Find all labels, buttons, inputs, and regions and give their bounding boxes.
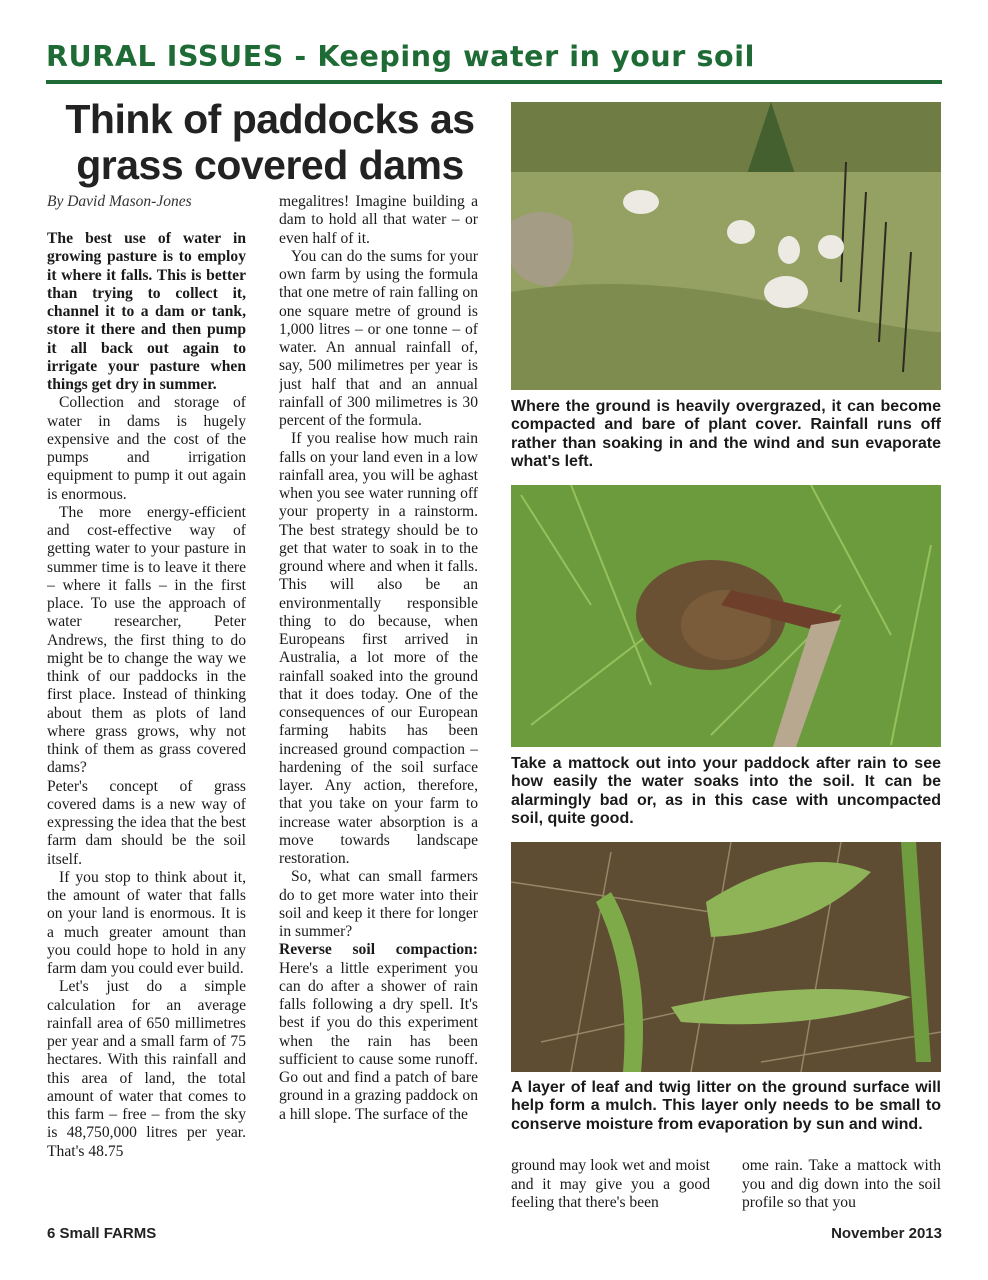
subheading: Reverse soil compaction:	[279, 941, 478, 959]
article-column-4	[742, 1157, 941, 1215]
photo1-caption: Where the ground is heavily overgrazed, it can become compacted and bare of plant cover. Rainfall runs off rather than soaking in and the wind and sun evaporate what's left.	[511, 398, 941, 470]
body-paragraph: Peter's concept of grass covered dams is a new way of expressing the idea that the best farm dam should be the soil itself.	[47, 777, 246, 868]
body-paragraph: You can do the sums for your own farm by using the formula that one metre of rain falling on one square metre of ground is 1,000 litres – or one tonne – of water. An annual rainfall of, say, 500 milimetres per year is just half that and an annual rainfall of 300 milimetres is 30 percent of the formula.	[279, 247, 478, 429]
body-paragraph: ground may look wet and moist and it may give you a good feeling that there's been	[511, 1157, 710, 1211]
photo-mattock-in-grass	[511, 485, 941, 747]
photo-leaf-litter	[511, 842, 941, 1072]
article-column-2	[279, 193, 478, 1216]
section-header: RURAL ISSUES - Keeping water in your soil	[46, 40, 755, 73]
subhead-body: Here's a little experiment you can do after a shower of rain falls following a dry spell. It's best if you do this experiment when the rain has been sufficient to cause some runoff. Go out and find a patch of bare ground in a grazing paddock on a hill slope. The surface of the	[279, 959, 478, 1123]
body-paragraph	[279, 941, 478, 1124]
body-paragraph: ome rain. Take a mattock with you and dig down into the soil profile so that you	[742, 1157, 941, 1211]
article-column-3	[511, 1157, 710, 1215]
footer-issue-date: November 2013	[831, 1225, 942, 1242]
body-paragraph: megalitres! Imagine building a dam to hold all that water – or even half of it.	[279, 193, 478, 247]
body-paragraph: The more energy-efficient and cost-effective way of getting water to your pasture in summer time is to leave it there – where it falls – in the first place. To use the approach of water researcher, Peter Andrews, the first thing to do might be to change the way we think of our paddocks in the first place. Instead of thinking about them as plots of land where grass grows, why not think of them as grass covered dams?	[47, 503, 246, 777]
header-rule	[46, 80, 942, 84]
byline: By David Mason-Jones	[47, 193, 192, 210]
article-headline: Think of paddocks as grass covered dams	[65, 96, 475, 188]
photo-alpacas-grazing	[511, 102, 941, 390]
body-paragraph: Collection and storage of water in dams is hugely expensive and the cost of the pumps and irrigation equipment to pump it out again is enormous.	[47, 394, 246, 503]
photo2-caption: Take a mattock out into your paddock after rain to see how easily the water soaks into the soil. It can be alarmingly bad or, as in this case with uncompacted soil, quite good.	[511, 755, 941, 827]
body-paragraph: Let's just do a simple calculation for an average rainfall area of 650 millimetres per year and a small farm of 75 hectares. With this rainfall and this area of land, the total amount of water that comes to this farm – free – from the sky is 48,750,000 litres per year. That's 48.75	[47, 978, 246, 1160]
footer-page-number: 6 Small FARMS	[47, 1225, 157, 1242]
photo3-caption: A layer of leaf and twig litter on the ground surface will help form a mulch. This layer only needs to be small to conserve moisture from evaporation by sun and wind.	[511, 1079, 941, 1133]
article-column-1	[47, 230, 246, 1216]
body-paragraph: So, what can small farmers do to get more water into their soil and keep it there for longer in summer?	[279, 868, 478, 940]
body-paragraph: If you realise how much rain falls on your land even in a low rainfall area, you will be aghast when you see water running off your property in a rainstorm. The best strategy should be to get that water to soak in to the ground where and when it falls. This will also be an environmentally responsible thing to do because, when Europeans first arrived in Australia, a lot more of the rainfall soaked into the ground that it does today. One of the consequences of our European farming habits has been increased ground compaction – hardening of the soil surface layer. Any action, therefore, that you take on your farm to increase water absorption is a move towards landscape restoration.	[279, 430, 478, 867]
body-paragraph: If you stop to think about it, the amount of water that falls on your land is enormous. It is a much greater amount than you could hope to hold in any farm dam you could ever build.	[47, 868, 246, 977]
lede-paragraph: The best use of water in growing pasture is to employ it where it falls. This is better than trying to collect it, channel it to a dam or tank, store it there and then pump it all back out again to irrigate your pasture when things get dry in summer.	[47, 230, 246, 393]
